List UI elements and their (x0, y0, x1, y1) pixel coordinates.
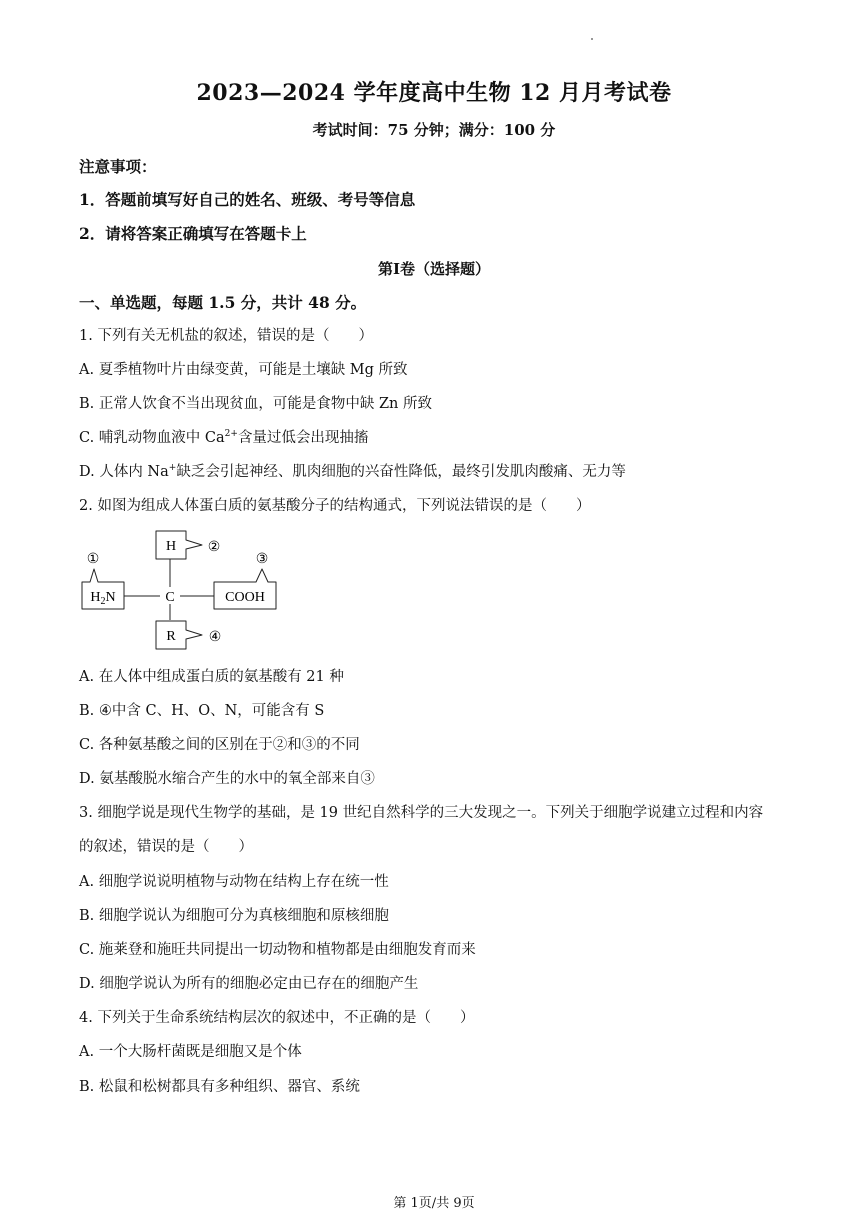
r-group: R (166, 629, 176, 644)
page-footer: 第 1页/共 9页 (393, 1196, 475, 1211)
amino-group: $H_2N$ (90, 590, 116, 607)
q1-option-c: C. 哺乳动物血液中 $Ca^{2+}$含量过低会出现抽搐 (79, 429, 369, 446)
q1-option-b: B. 正常人饮食不当出现贫血，可能是食物中缺 Zn 所致 (79, 396, 433, 412)
notice-heading: 注意事项： (79, 157, 157, 176)
label-2: ② (207, 540, 221, 555)
label-4: ④ (208, 630, 222, 645)
amino-acid-diagram (76, 527, 286, 657)
q4-option-b: B. 松鼠和松树都具有多种组织、器官、系统 (79, 1079, 360, 1095)
h-atom: H (165, 539, 177, 554)
q1-option-d: D. 人体内 Na+缺乏会引起神经、肌肉细胞的兴奋性降低，最终引发肌肉酸痛、无力等 (79, 463, 626, 480)
q1-option-a: A. 夏季植物叶片由绿变黄，可能是土壤缺 Mg 所致 (79, 362, 408, 378)
section-title: 第Ⅰ卷（选择题） (377, 260, 491, 278)
notice-item-1: 1．答题前填写好自己的姓名、班级、考号等信息 (79, 190, 416, 209)
h-callout (156, 531, 202, 559)
q1-stem: 1. 下列有关无机盐的叙述，错误的是（ ） (79, 328, 373, 344)
c-atom: C (165, 590, 175, 605)
label-1: ① (86, 552, 100, 567)
q4-stem: 4. 下列关于生命系统结构层次的叙述中，不正确的是（ ） (79, 1010, 475, 1026)
q2-option-a: A. 在人体中组成蛋白质的氨基酸有 21 种 (79, 669, 344, 685)
exam-title: 2023—2024 学年度高中生物 12 月月考试卷 (196, 80, 672, 106)
q2-stem: 2. 如图为组成人体蛋白质的氨基酸分子的结构通式，下列说法错误的是（ ） (79, 498, 591, 514)
q3-option-a: A. 细胞学说说明植物与动物在结构上存在统一性 (79, 874, 389, 890)
r-callout (156, 621, 202, 649)
exam-subtitle: 考试时间：75 分钟；满分：100 分 (312, 121, 556, 139)
q3-option-b: B. 细胞学说认为细胞可分为真核细胞和原核细胞 (79, 908, 389, 924)
q3-stem-line1: 3. 细胞学说是现代生物学的基础，是 19 世纪自然科学的三大发现之一。下列关于细胞学说建立过程和内容 (79, 805, 764, 821)
notice-item-2: 2．请将答案正确填写在答题卡上 (79, 224, 307, 243)
q3-stem-line2: 的叙述，错误的是（ ） (79, 839, 253, 855)
q3-option-d: D. 细胞学说认为所有的细胞必定由已存在的细胞产生 (79, 976, 419, 992)
carboxyl-group: COOH (225, 590, 265, 605)
part-heading: 一、单选题，每题 1.5 分，共计 48 分。 (79, 293, 367, 312)
scan-dot (591, 38, 593, 40)
label-3: ③ (255, 552, 269, 567)
q2-option-c: C. 各种氨基酸之间的区别在于②和③的不同 (79, 737, 360, 753)
q4-option-a: A. 一个大肠杆菌既是细胞又是个体 (79, 1044, 302, 1060)
q2-option-b: B. ④中含 C、H、O、N，可能含有 S (79, 703, 325, 719)
q3-option-c: C. 施莱登和施旺共同提出一切动物和植物都是由细胞发育而来 (79, 942, 476, 958)
q2-option-d: D. 氨基酸脱水缩合产生的水中的氧全部来自③ (79, 771, 375, 787)
